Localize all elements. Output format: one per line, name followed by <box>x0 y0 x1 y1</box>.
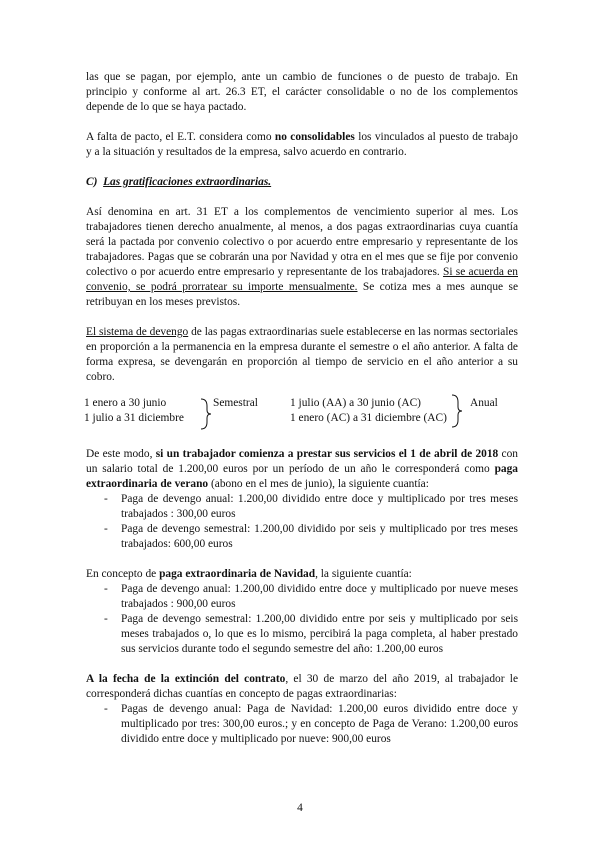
list-item: - Paga de devengo anual: 1.200,00 dividido entre doce y multiplicado por nueve meses trabajados : 900,00 euros <box>86 582 518 612</box>
text: Así denomina en art. 31 ET a los complementos de vencimiento superior al mes. Los trabajadores tienen derecho anualmente, al menos, a dos pagas extraordinarias cuya cuantía será la pactada por convenio colectivo o por acuerdo entre empresario y representante de los trabajadores. Pagas que se cobrarán una por Navidad y otra en el mes que se fije por convenio colectivo o por acuerdo entre empresario y representante de los trabajadores. <box>86 206 518 278</box>
semestral-period-2: 1 julio a 31 diciembre <box>84 412 184 424</box>
text: los vinculados al puesto de trabajo y a la situación y resultados de la empresa, salvo acuerdo en contrario. <box>86 131 518 158</box>
underlined-text: Si se acuerda en convenio, se podrá prorratear su importe mensualmente. <box>86 266 518 293</box>
text: de las pagas extraordinarias suele establecerse en las normas sectoriales en proporción a la permanencia en la empresa durante el semestre o el año anterior. A falta de forma expresa, se devengarán en proporción al tiempo de servicio en el año anterior a su cobro. <box>86 326 518 383</box>
text: , la siguiente cuantía: <box>315 568 412 580</box>
paragraph-extincion <box>86 672 518 702</box>
navidad-list <box>86 582 518 657</box>
text: , el 30 de marzo del año 2019, al trabajador le corresponderá dichas cuantías en concepto de pagas extraordinarias: <box>86 673 519 700</box>
semestral-label: Semestral <box>213 397 258 409</box>
verano-list <box>86 492 518 552</box>
semestral-period-1: 1 enero a 30 junio <box>84 397 167 409</box>
bold-text: paga extraordinaria de Navidad <box>159 568 316 580</box>
bold-text: paga extraordinaria de verano <box>86 463 518 490</box>
list-item: - Pagas de devengo anual: Paga de Navidad: 1.200,00 euros dividido entre doce y multiplicado por tres: 300,00 euros.; y en concepto de Paga de Verano: 1.200,00 euros dividido entre doce y multiplicado por nueve: 900,00 euros <box>86 702 518 747</box>
underlined-text: El sistema de devengo <box>86 326 189 338</box>
extincion-list <box>86 702 518 747</box>
right-brace-icon <box>199 398 213 430</box>
text: En concepto de <box>86 568 160 580</box>
anual-period-1: 1 julio (AA) a 30 junio (AC) <box>290 397 421 409</box>
bold-text: A la fecha de la extinción del contrato <box>86 673 286 685</box>
bold-text: si un trabajador comienza a prestar sus servicios el 1 de abril de 2018 <box>155 448 499 460</box>
text: Se cotiza mes a mes aunque se retribuyan en los meses previstos. <box>86 281 518 308</box>
list-item: - Paga de devengo semestral: 1.200,00 dividido entre por seis y multiplicado por seis meses trabajados o, lo que es lo mismo, percibirá la paga completa, al haber prestado sus servicios durante todo el segundo semestre del año: 1.200,00 euros <box>86 612 518 657</box>
paragraph-consolidable: las que se pagan, por ejemplo, ante un cambio de funciones o de puesto de trabajo. En principio y conforme al art. 26.3 ET, el carácter consolidable o no de los complementos depende de lo que se haya pactado. <box>86 71 518 113</box>
devengo-periods <box>86 396 518 432</box>
paragraph-gratificaciones <box>86 205 518 310</box>
paragraph-devengo <box>86 325 518 385</box>
right-brace-icon <box>450 394 464 428</box>
section-heading <box>86 175 518 190</box>
text: De este modo, <box>86 448 156 460</box>
anual-label: Anual <box>470 397 498 409</box>
text: A falta de pacto, el E.T. considera como <box>86 131 275 143</box>
section-title: Las gratificaciones extraordinarias. <box>103 176 272 188</box>
page-body <box>86 70 518 747</box>
text: con un salario total de 1.200,00 euros por un período de un año le corresponderá como <box>86 448 519 475</box>
paragraph-navidad <box>86 567 518 582</box>
paragraph-ejemplo <box>86 447 518 492</box>
section-letter: C) <box>86 176 98 188</box>
list-item: - Paga de devengo semestral: 1.200,00 dividido por seis y multiplicado por tres meses trabajados: 600,00 euros <box>86 522 518 552</box>
bold-text: no consolidables <box>274 131 355 143</box>
text: (abono en el mes de junio), la siguiente cuantía: <box>208 478 429 490</box>
anual-period-2: 1 enero (AC) a 31 diciembre (AC) <box>290 412 447 424</box>
list-item: - Paga de devengo anual: 1.200,00 dividido entre doce y multiplicado por tres meses trabajados : 300,00 euros <box>86 492 518 522</box>
paragraph-no-pacto <box>86 130 518 160</box>
page-number: 4 <box>297 802 303 814</box>
